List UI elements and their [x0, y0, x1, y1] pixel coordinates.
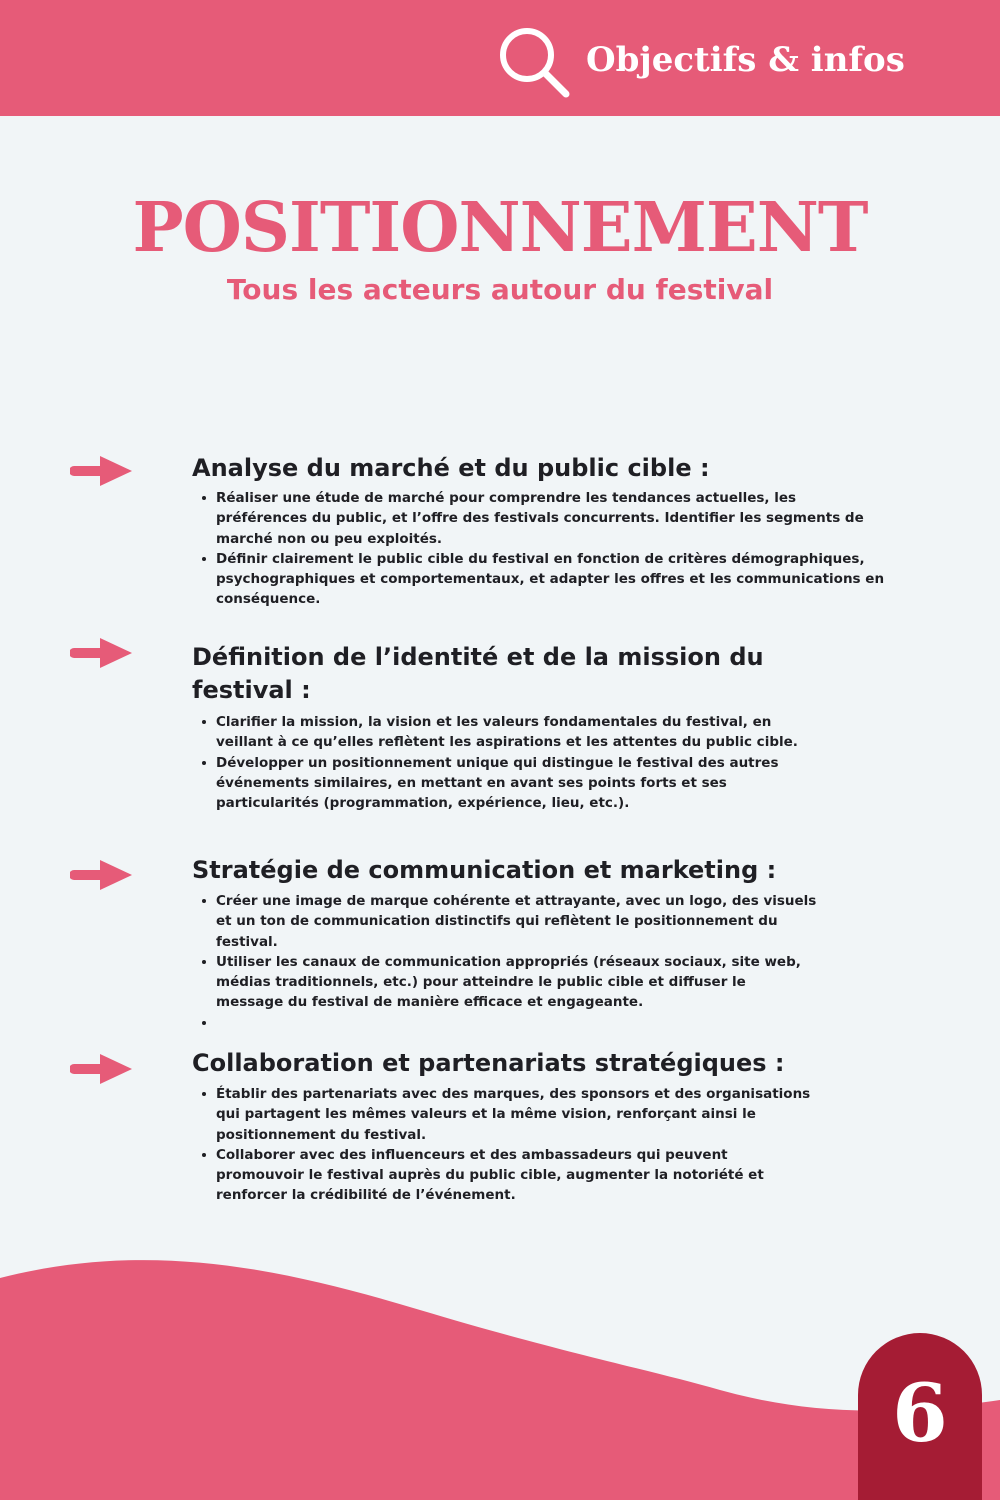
footer-wave — [0, 1240, 1000, 1500]
bullet-list — [192, 1084, 817, 1206]
bullet-item: Réaliser une étude de marché pour comprendre les tendances actuelles, les préférences du public, et l’offre des festivals concurrents. Identifier les segments de marché non ou peu exploités. — [192, 488, 887, 549]
section-title: Collaboration et partenariats stratégiques : — [192, 1049, 785, 1077]
arrow-right-icon — [70, 456, 132, 486]
section-title: Stratégie de communication et marketing : — [192, 856, 777, 884]
arrow-right-icon — [70, 1054, 132, 1084]
bullet-item: Utiliser les canaux de communication appropriés (réseaux sociaux, site web, médias traditionnels, etc.) pour atteindre le public cible et diffuser le message du festival de manière efficace et engageante. — [192, 952, 817, 1013]
bullet-item: Clarifier la mission, la vision et les valeurs fondamentales du festival, en veillant à ce qu’elles reflètent les aspirations et les attentes du public cible. — [192, 712, 827, 753]
search-icon — [498, 26, 572, 100]
bullet-item: Collaborer avec des influenceurs et des ambassadeurs qui peuvent promouvoir le festival auprès du public cible, augmenter la notoriété et renforcer la crédibilité de l’événement. — [192, 1145, 817, 1206]
header-title: Objectifs & infos — [586, 40, 905, 80]
page-title: POSITIONNEMENT — [132, 188, 868, 268]
bullet-item — [192, 1013, 817, 1033]
bullet-item: Créer une image de marque cohérente et attrayante, avec un logo, des visuels et un ton de communication distinctifs qui reflètent le positionnement du festival. — [192, 891, 817, 952]
header-bar — [0, 0, 1000, 116]
bullet-list — [192, 488, 887, 610]
bullet-item: Établir des partenariats avec des marques, des sponsors et des organisations qui partagent les mêmes valeurs et la même vision, renforçant ainsi le positionnement du festival. — [192, 1084, 817, 1145]
arrow-right-icon — [70, 860, 132, 890]
page-subtitle: Tous les acteurs autour du festival — [226, 273, 774, 306]
arrow-right-icon — [70, 638, 132, 668]
bullet-list — [192, 712, 827, 813]
bullet-list — [192, 891, 817, 1033]
page-number-badge: 6 — [858, 1333, 982, 1500]
section-title: Analyse du marché et du public cible : — [192, 454, 710, 482]
section-title: Définition de l’identité et de la mission du festival : — [192, 643, 764, 704]
bullet-item: Développer un positionnement unique qui distingue le festival des autres événements similaires, en mettant en avant ses points forts et ses particularités (programmation, expérience, lieu, etc.). — [192, 753, 827, 814]
bullet-item: Définir clairement le public cible du festival en fonction de critères démographiques, psychographiques et comportementaux, et adapter les offres et les communications en conséquence. — [192, 549, 887, 610]
